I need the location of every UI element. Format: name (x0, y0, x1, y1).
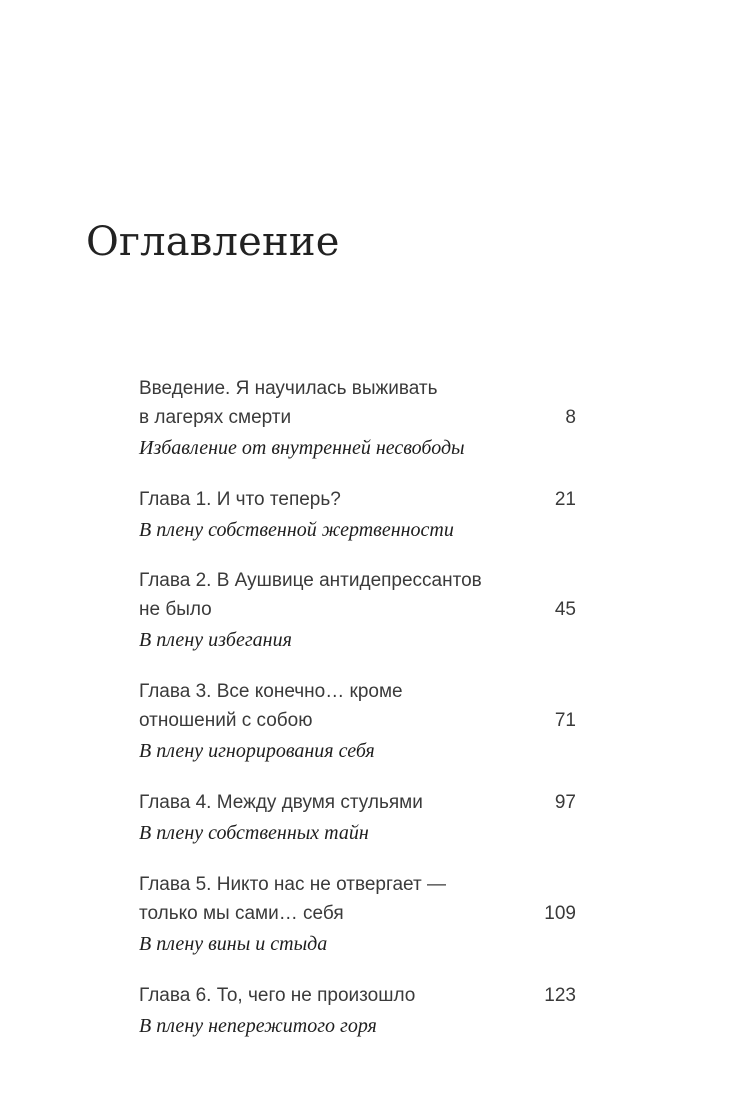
toc-entry (139, 870, 576, 960)
chapter-subtitle: В плену собственной жертвенности (139, 519, 454, 541)
chapter-heading: Глава 2. В Аушвице антидепрессантов не было (139, 570, 482, 620)
toc-entry (139, 981, 576, 1042)
page-number: 109 (544, 903, 576, 924)
page-title: Оглавление (86, 219, 340, 265)
chapter-heading: Введение. Я научилась выживать в лагерях смерти (139, 378, 438, 428)
page-number: 8 (565, 407, 576, 428)
chapter-subtitle: Избавление от внутренней несвободы (139, 437, 465, 459)
chapter-heading: Глава 3. Все конечно… кроме отношений с собою (139, 681, 403, 731)
chapter-heading: Глава 5. Никто нас не отвергает — только мы сами… себя (139, 874, 446, 924)
toc-entry-row (139, 566, 576, 624)
chapter-heading: Глава 1. И что теперь? (139, 489, 341, 510)
toc-entry (139, 788, 576, 849)
page-number: 71 (554, 710, 576, 731)
chapter-subtitle: В плену собственных тайн (139, 822, 369, 844)
chapter-subtitle: В плену избегания (139, 629, 292, 651)
toc-entry-row (139, 788, 576, 817)
page-number: 45 (554, 599, 576, 620)
page-number: 97 (554, 792, 576, 813)
page-number: 123 (544, 985, 576, 1006)
toc-entry-row (139, 677, 576, 735)
toc-entry-row (139, 870, 576, 928)
toc-entry-row (139, 981, 576, 1010)
chapter-subtitle: В плену непережитого горя (139, 1015, 377, 1037)
toc-entry (139, 485, 576, 546)
page-number: 21 (554, 489, 576, 510)
chapter-heading: Глава 6. То, чего не произошло (139, 985, 416, 1006)
table-of-contents (139, 374, 576, 1063)
chapter-subtitle: В плену игнорирования себя (139, 740, 375, 762)
chapter-heading: Глава 4. Между двумя стульями (139, 792, 423, 813)
toc-entry-row (139, 374, 576, 432)
toc-entry-row (139, 485, 576, 514)
toc-entry (139, 677, 576, 767)
chapter-subtitle: В плену вины и стыда (139, 933, 328, 955)
toc-entry (139, 566, 576, 656)
toc-entry (139, 374, 576, 464)
